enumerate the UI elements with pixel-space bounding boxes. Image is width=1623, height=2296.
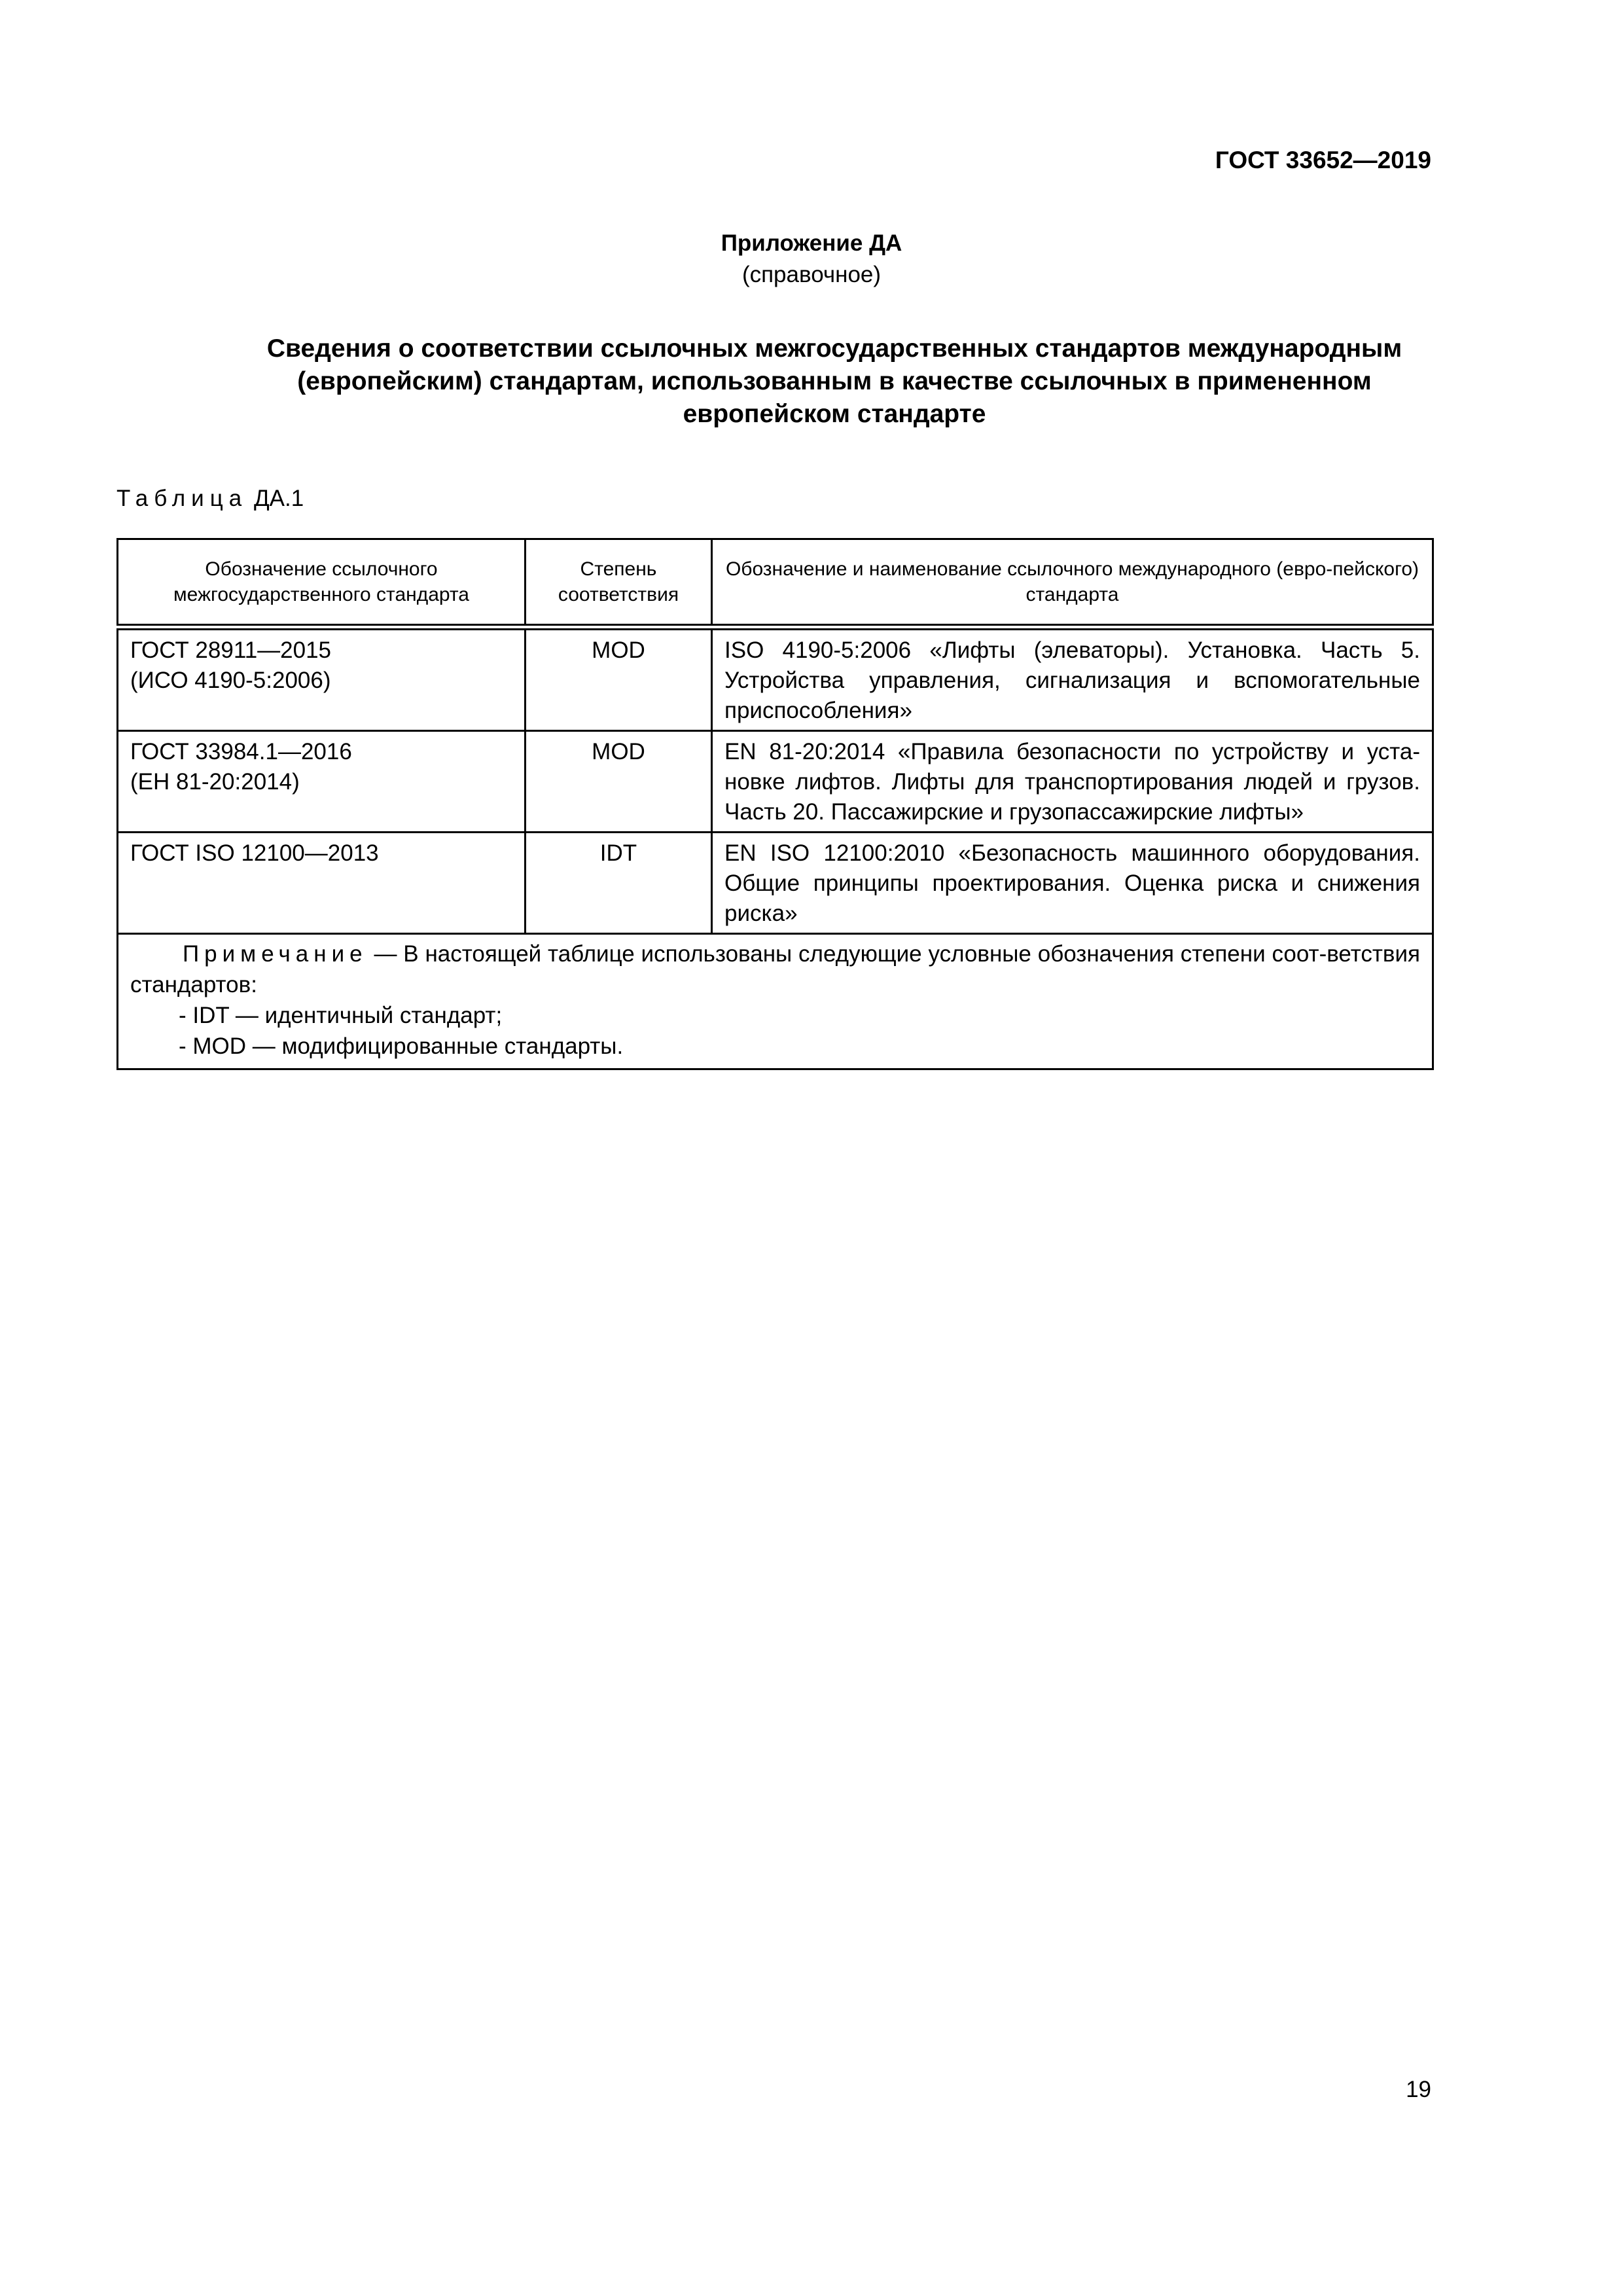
table-caption-word: Таблица xyxy=(116,486,248,511)
gost-line: (ИСО 4190-5:2006) xyxy=(130,668,331,693)
table-row xyxy=(118,833,1433,934)
header-compliance-degree: Степень соответствия xyxy=(526,539,712,628)
header-gost-designation: Обозначение ссылочного межгосударственного стандарта xyxy=(118,539,526,628)
title-line: (европейским) стандартам, использованным в качестве ссылочных в примененном xyxy=(297,367,1372,395)
compliance-degree-cell: MOD xyxy=(526,731,712,833)
gost-line: ГОСТ ISO 12100—2013 xyxy=(130,840,379,866)
compliance-degree-cell: MOD xyxy=(526,627,712,731)
gost-designation-cell xyxy=(118,833,526,934)
reference-standard-cell: EN 81-20:2014 «Правила безопасности по устройству и уста-новке лифтов. Лифты для транспортирования людей и грузов. Часть 20. Пассажирские и грузопассажирские лифты» xyxy=(712,731,1433,833)
gost-designation-cell xyxy=(118,627,526,731)
note-paragraph xyxy=(130,939,1420,1000)
table-header-row xyxy=(118,539,1433,628)
correspondence-table xyxy=(116,538,1434,1070)
title-line: Сведения о соответствии ссылочных межгосударственных стандартов международным xyxy=(266,334,1402,363)
page-number: 19 xyxy=(1406,2077,1431,2102)
header-international-standard: Обозначение и наименование ссылочного международного (евро-пейского) стандарта xyxy=(712,539,1433,628)
table-note xyxy=(118,934,1433,1069)
note-label: Примечание xyxy=(183,941,368,967)
gost-line: ГОСТ 28911—2015 xyxy=(130,637,332,663)
gost-line: ГОСТ 33984.1—2016 xyxy=(130,739,352,764)
table-row xyxy=(118,731,1433,833)
annex-title: Приложение ДА xyxy=(721,230,902,256)
note-item: - IDT — идентичный стандарт; xyxy=(179,1003,503,1028)
annex-subtitle: (справочное) xyxy=(741,262,882,287)
reference-standard-cell: ISO 4190-5:2006 «Лифты (элеваторы). Установка. Часть 5. Устройства управления, сигнализация и вспомогательные приспособления» xyxy=(712,627,1433,731)
document-title xyxy=(131,332,1538,431)
table-caption-number: ДА.1 xyxy=(253,486,304,511)
note-item: - MOD — модифицированные стандарты. xyxy=(179,1033,624,1059)
gost-line: (ЕН 81-20:2014) xyxy=(130,769,300,795)
table-caption xyxy=(116,486,304,512)
standard-number: ГОСТ 33652—2019 xyxy=(1215,147,1431,173)
table-row xyxy=(118,627,1433,731)
title-line: европейском стандарте xyxy=(683,400,986,428)
reference-standard-cell: EN ISO 12100:2010 «Безопасность машинного оборудования. Общие принципы проектирования. Оценка риска и снижения риска» xyxy=(712,833,1433,934)
compliance-degree-cell: IDT xyxy=(526,833,712,934)
gost-designation-cell xyxy=(118,731,526,833)
table-note-row xyxy=(118,934,1433,1069)
annex-heading xyxy=(0,228,1623,291)
note-text: — В настоящей таблице использованы следующие условные обозначения степени соот-ветствия стандартов: xyxy=(130,941,1420,997)
